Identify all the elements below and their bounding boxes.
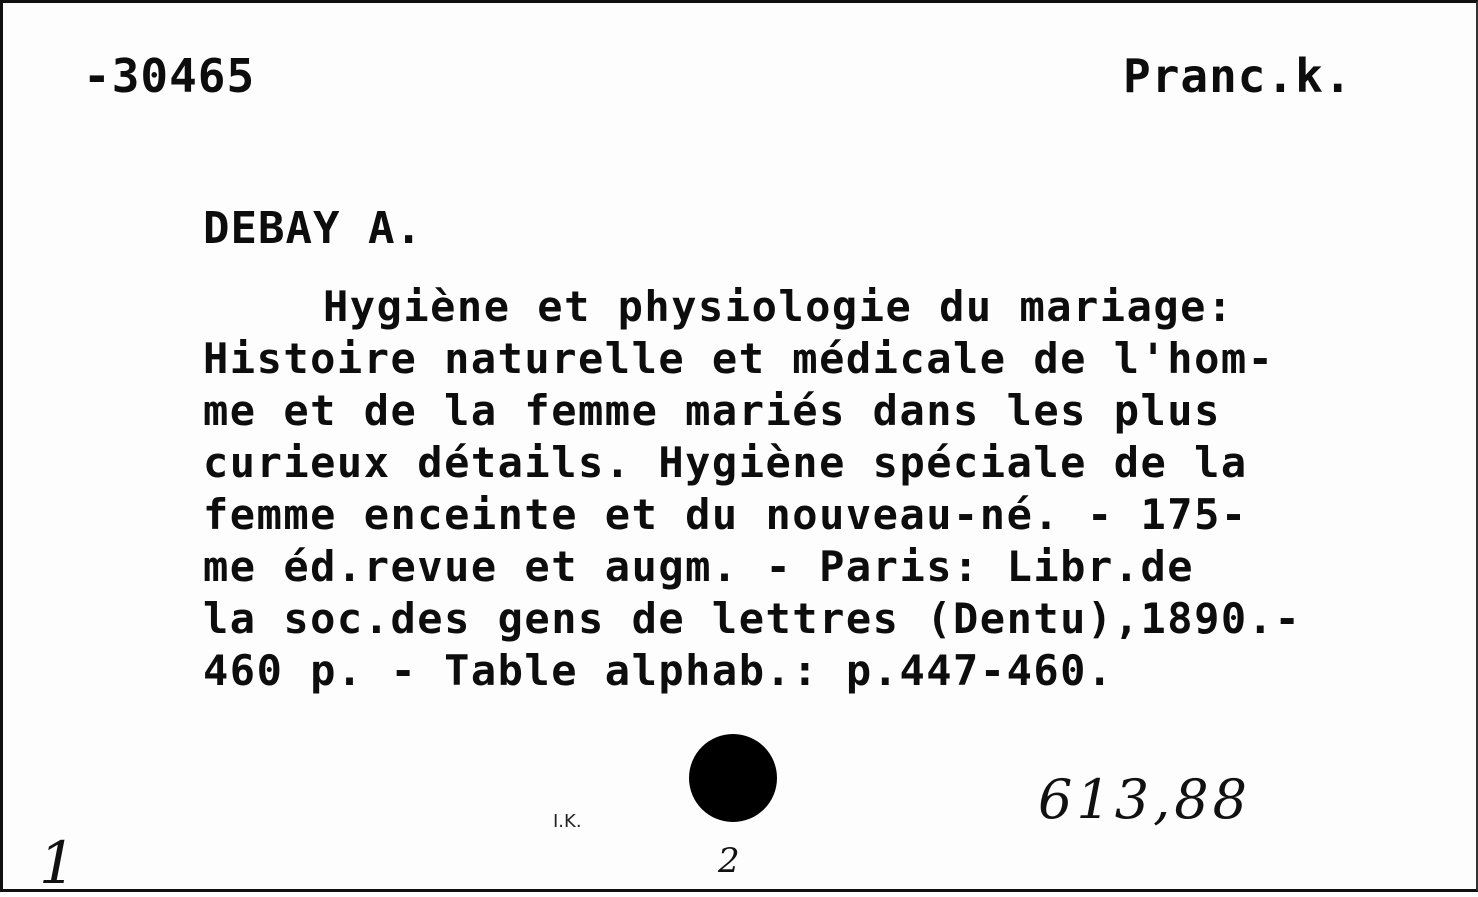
description-line: la soc.des gens de lettres (Dentu),1890.- xyxy=(203,594,1302,643)
handwritten-call-number: 613,88 xyxy=(1038,768,1251,831)
description-line: Hygiène et physiologie du mariage: xyxy=(323,282,1234,331)
description-line: Histoire naturelle et médicale de l'hom- xyxy=(203,334,1275,383)
classmark: Pranc.k. xyxy=(1123,49,1353,103)
handwritten-left-number: 1 xyxy=(39,829,76,897)
accession-number: -30465 xyxy=(83,49,256,103)
description-line: 460 p. - Table alphab.: p.447-460. xyxy=(203,646,1114,695)
description-line: curieux détails. Hygiène spéciale de la xyxy=(203,438,1248,487)
author-heading: DEBAY A. xyxy=(203,203,423,254)
description-line: me éd.revue et augm. - Paris: Libr.de xyxy=(203,542,1195,591)
description-line: me et de la femme mariés dans les plus xyxy=(203,386,1221,435)
description-line: femme enceinte et du nouveau-né. - 175- xyxy=(203,490,1248,539)
handwritten-bottom-number: 2 xyxy=(718,841,740,881)
small-note: I.K. xyxy=(553,811,582,832)
card-punch-hole xyxy=(689,734,777,822)
bibliographic-description xyxy=(203,281,1473,697)
